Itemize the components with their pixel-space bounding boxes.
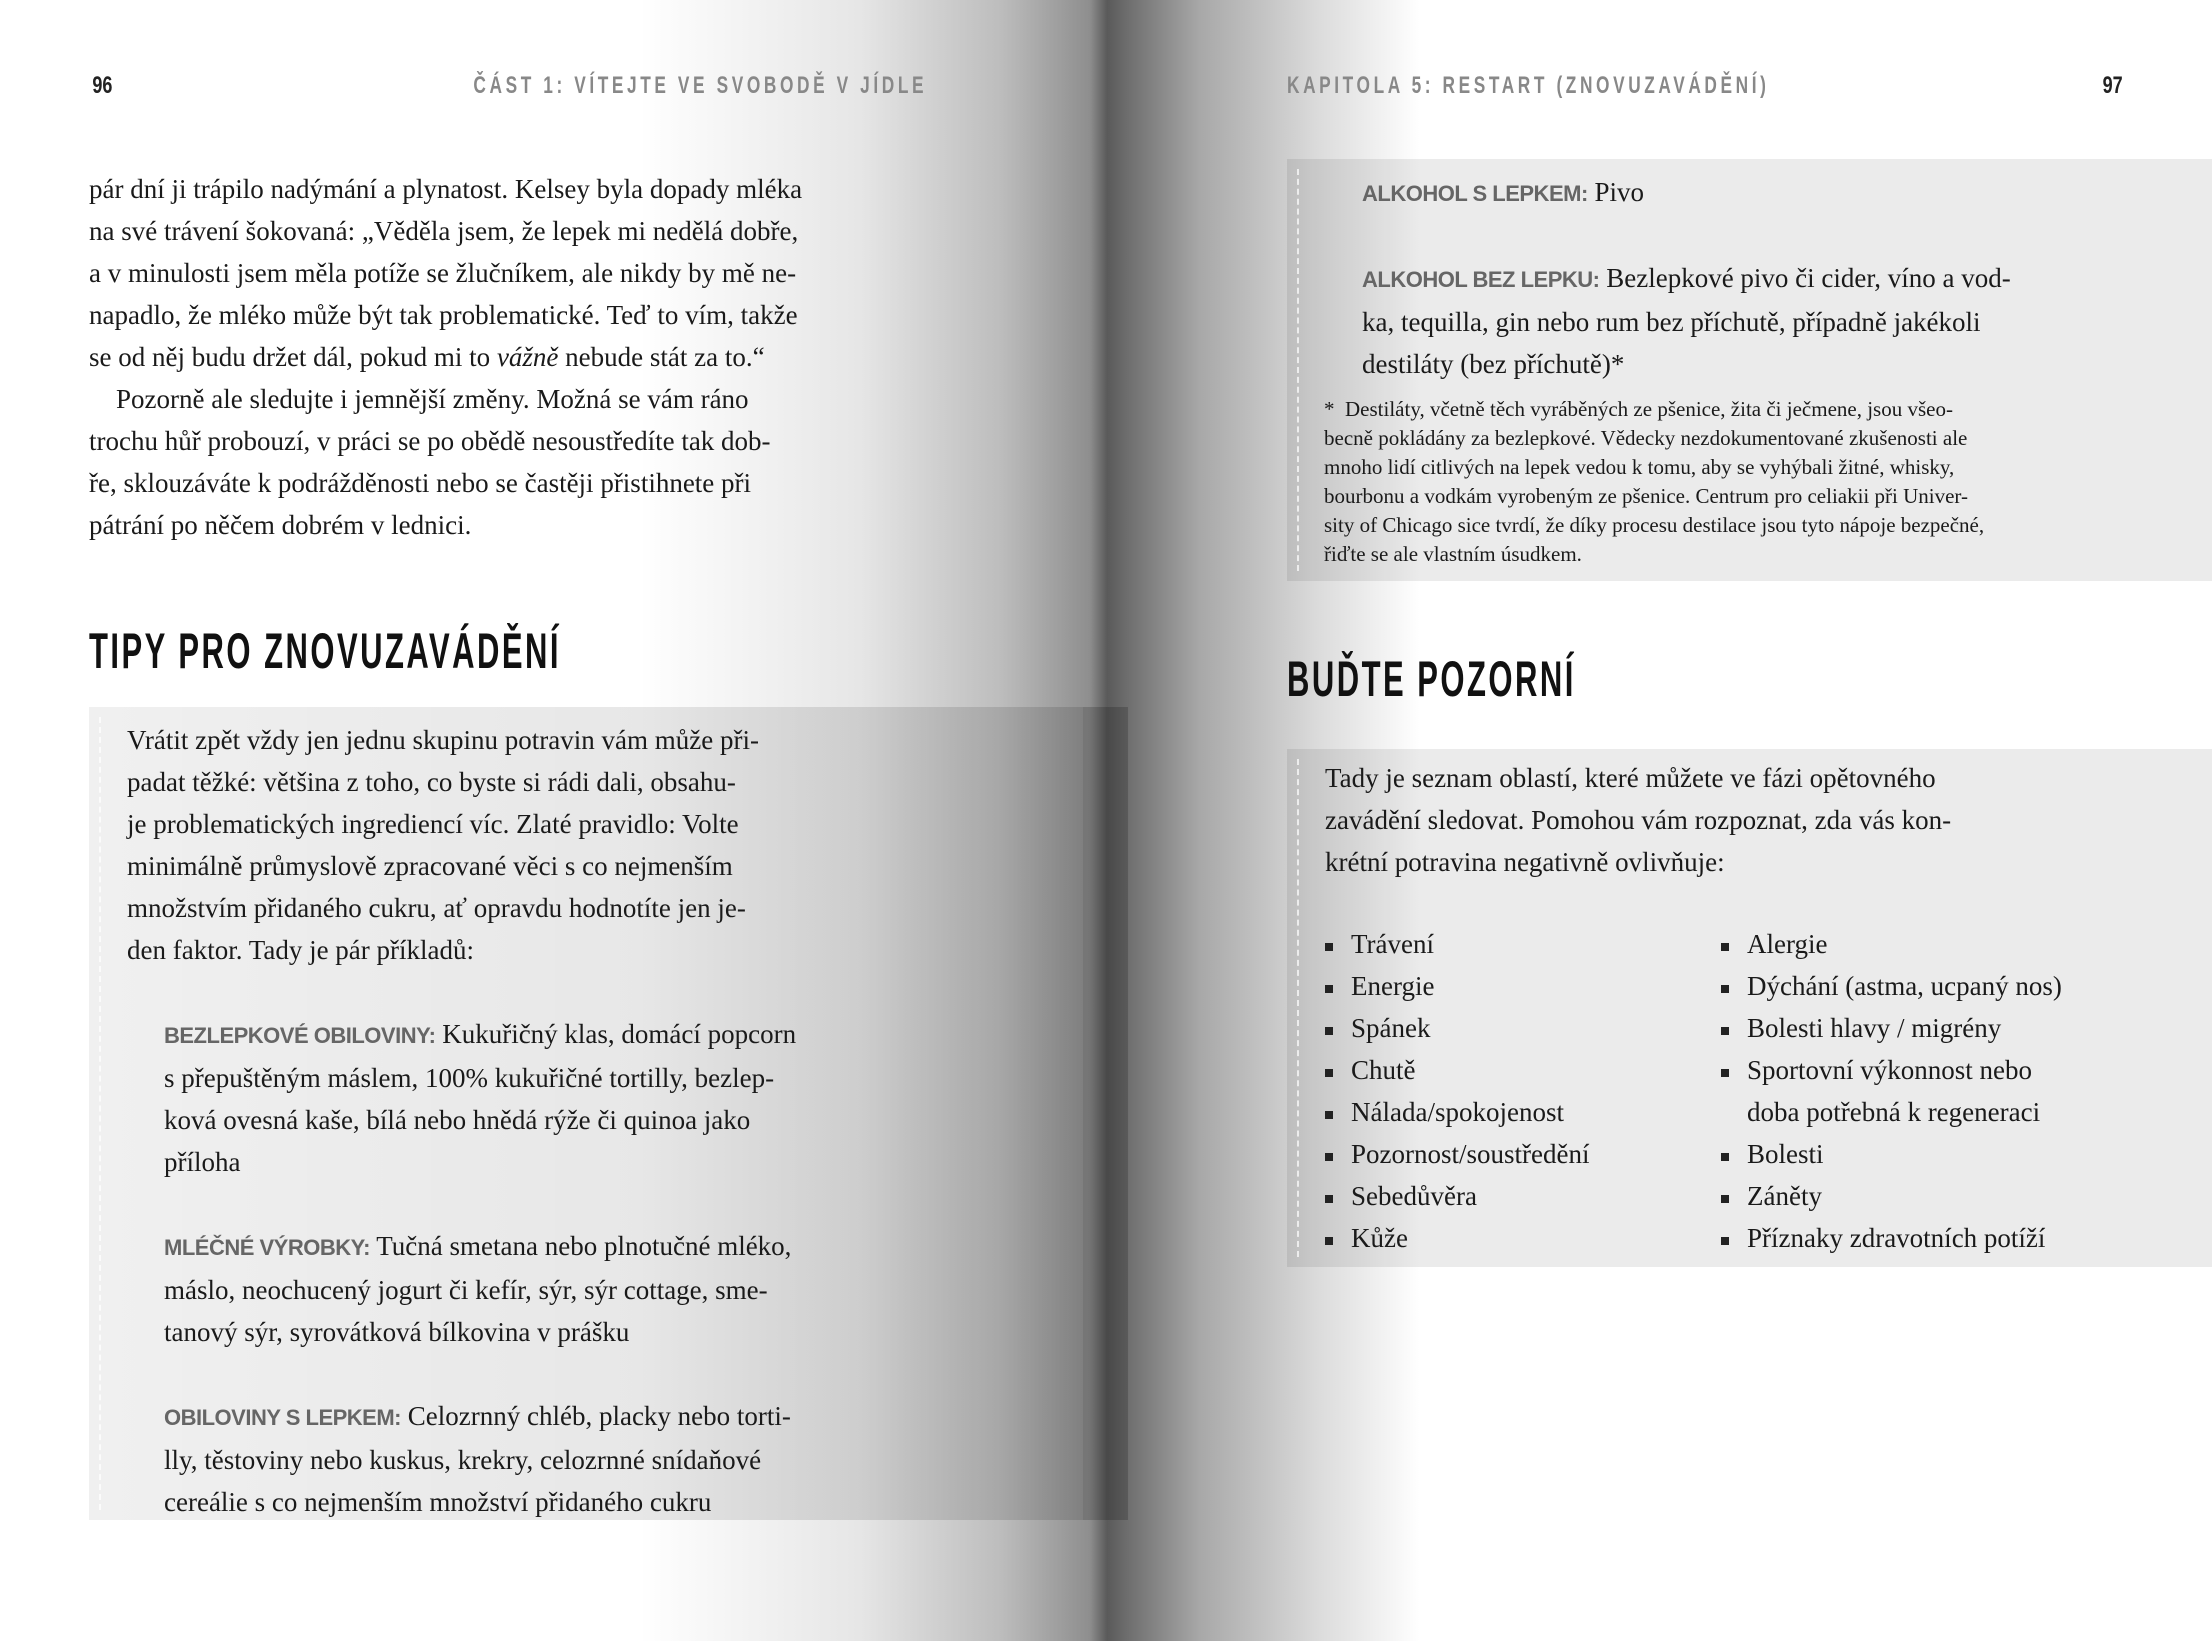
- running-head-left: ČÁST 1: VÍTEJTE VE SVOBODĚ V JÍDLE: [473, 72, 927, 99]
- example-entry: [164, 1395, 796, 1523]
- text-line: se od něj budu držet dál, pokud mi to vážně nebude stát za to.“: [89, 342, 765, 372]
- alcohol-examples: [1362, 171, 2011, 427]
- bullet-icon: [1721, 1069, 1729, 1077]
- text-line: cereálie s co nejmenším množství přidaného cukru: [164, 1487, 712, 1517]
- text-line: den faktor. Tady je pár příkladů:: [127, 935, 475, 965]
- text-line: a v minulosti jsem měla potíže se žlučníkem, ale nikdy by mě ne-: [89, 258, 797, 288]
- bullet-icon: [1325, 985, 1333, 993]
- box-fold-shadow: [1083, 707, 1128, 1520]
- entry-label: MLÉČNÉ VÝROBKY:: [164, 1235, 370, 1260]
- example-entry: [1362, 257, 2011, 385]
- entry-label: ALKOHOL BEZ LEPKU:: [1362, 267, 1600, 292]
- bullet-icon: [1721, 985, 1729, 993]
- text-line: destiláty (bez příchutě)*: [1362, 349, 1625, 379]
- section-heading-tips: TIPY PRO ZNOVUZAVÁDĚNÍ: [89, 623, 561, 679]
- bullet-icon: [1721, 1153, 1729, 1161]
- entry-label: OBILOVINY S LEPKEM:: [164, 1405, 402, 1430]
- text-line: sity of Chicago sice tvrdí, že díky procesu destilace jsou tyto nápoje bezpečné,: [1324, 513, 1985, 537]
- text-line: zavádění sledovat. Pomohou vám rozpoznat, zda vás kon-: [1325, 805, 1952, 835]
- tips-box-text: [127, 719, 759, 971]
- list-item: Spánek: [1325, 1007, 1589, 1049]
- bullet-icon: [1325, 1069, 1333, 1077]
- emphasis: vážně: [496, 342, 559, 372]
- text-line: pátrání po něčem dobrém v lednici.: [89, 510, 472, 540]
- attention-list-left: [1325, 923, 1589, 1259]
- bullet-icon: [1721, 1027, 1729, 1035]
- attention-list-right: [1721, 923, 2062, 1259]
- bullet-icon: [1325, 1153, 1333, 1161]
- list-item: Energie: [1325, 965, 1589, 1007]
- text-line: becně pokládány za bezlepkové. Vědecky nezdokumentované zkušenosti ale: [1324, 426, 1968, 450]
- example-entry: [164, 1013, 796, 1183]
- text-line: bourbonu a vodkám vyrobeným ze pšenice. Centrum pro celiakii při Univer-: [1324, 484, 1968, 508]
- entry-label: BEZLEPKOVÉ OBILOVINY:: [164, 1023, 436, 1048]
- text-line: pár dní ji trápilo nadýmání a plynatost. Kelsey byla dopady mléka: [89, 174, 803, 204]
- text-line: tanový sýr, syrovátková bílkovina v prášku: [164, 1317, 630, 1347]
- list-item: Dýchání (astma, ucpaný nos): [1721, 965, 2062, 1007]
- list-item: Bolesti hlavy / migrény: [1721, 1007, 2062, 1049]
- text-line: Tady je seznam oblastí, které můžete ve fázi opětovného: [1325, 763, 1936, 793]
- list-item: Sebedůvěra: [1325, 1175, 1589, 1217]
- bullet-icon: [1721, 1237, 1729, 1245]
- example-entry: [1362, 171, 2011, 215]
- text-line: s přepuštěným máslem, 100% kukuřičné tortilly, bezlep-: [164, 1063, 775, 1093]
- attention-box: [1287, 749, 2212, 1267]
- list-item: Záněty: [1721, 1175, 2062, 1217]
- text-line: ALKOHOL BEZ LEPKU: Bezlepkové pivo či cider, víno a vod-: [1362, 263, 2011, 293]
- tips-box: [89, 707, 1083, 1520]
- list-item: Alergie: [1721, 923, 2062, 965]
- text-line: ková ovesná kaše, bílá nebo hnědá rýže či quinoa jako: [164, 1105, 751, 1135]
- list-item: Kůže: [1325, 1217, 1589, 1259]
- bullet-icon: [1325, 943, 1333, 951]
- list-item: Sportovní výkonnost nebo: [1721, 1049, 2062, 1091]
- bullet-icon: [1325, 1195, 1333, 1203]
- page-number-right: 97: [2102, 72, 2123, 99]
- list-item: Nálada/spokojenost: [1325, 1091, 1589, 1133]
- text-line: ALKOHOL S LEPKEM: Pivo: [1362, 177, 1645, 207]
- bullet-icon: [1325, 1027, 1333, 1035]
- text-line: padat těžké: většina z toho, co byste si rádi dali, obsahu-: [127, 767, 736, 797]
- intro-paragraph: [89, 168, 929, 546]
- attention-box-text: [1325, 757, 1951, 883]
- bullet-icon: [1325, 1237, 1333, 1245]
- text-line: mnoho lidí citlivých na lepek vedou k tomu, aby se vyhýbali žitné, whisky,: [1324, 455, 1955, 479]
- list-item: Příznaky zdravotních potíží: [1721, 1217, 2062, 1259]
- text-line: OBILOVINY S LEPKEM: Celozrnný chléb, placky nebo torti-: [164, 1401, 791, 1431]
- list-item: Pozornost/soustředění: [1325, 1133, 1589, 1175]
- food-examples: [164, 1013, 796, 1565]
- page-number-left: 96: [92, 72, 113, 99]
- text-line: lly, těstoviny nebo kuskus, krekry, celozrnné snídaňové: [164, 1445, 762, 1475]
- text-line: BEZLEPKOVÉ OBILOVINY: Kukuřičný klas, domácí popcorn: [164, 1019, 797, 1049]
- text-line: množstvím přidaného cukru, ať opravdu hodnotíte jen je-: [127, 893, 746, 923]
- text-line: ře, sklouzáváte k podrážděnosti nebo se častěji přistihnete při: [89, 468, 752, 498]
- text-line: Vrátit zpět vždy jen jednu skupinu potravin vám může při-: [127, 725, 759, 755]
- text-line: trochu hůř probouzí, v práci se po obědě nesoustředíte tak dob-: [89, 426, 771, 456]
- bullet-icon: [1325, 1111, 1333, 1119]
- text-line: příloha: [164, 1147, 241, 1177]
- example-entry: [164, 1225, 796, 1353]
- list-item: Trávení: [1325, 923, 1589, 965]
- text-line: * Destiláty, včetně těch vyráběných ze pšenice, žita či ječmene, jsou všeo-: [1324, 397, 1953, 421]
- list-item: Chutě: [1325, 1049, 1589, 1091]
- text-line: MLÉČNÉ VÝROBKY: Tučná smetana nebo plnotučné mléko,: [164, 1231, 792, 1261]
- bullet-icon: [1721, 1195, 1729, 1203]
- entry-label: ALKOHOL S LEPKEM:: [1362, 181, 1588, 206]
- text-line: ka, tequilla, gin nebo rum bez příchutě, případně jakékoli: [1362, 307, 1981, 337]
- bullet-icon: [1721, 943, 1729, 951]
- text-line: je problematických ingrediencí víc. Zlaté pravidlo: Volte: [127, 809, 739, 839]
- text-line: na své trávení šokovaná: „Věděla jsem, že lepek mi nedělá dobře,: [89, 216, 799, 246]
- list-item: Bolesti: [1721, 1133, 2062, 1175]
- text-line: minimálně průmyslově zpracované věci s co nejmenším: [127, 851, 733, 881]
- text-line: Pozorně ale sledujte i jemnější změny. Možná se vám ráno: [89, 384, 749, 414]
- footnote: [1324, 395, 1984, 569]
- text-line: máslo, neochucený jogurt či kefír, sýr, sýr cottage, sme-: [164, 1275, 768, 1305]
- text-line: napadlo, že mléko může být tak problematické. Teď to vím, takže: [89, 300, 798, 330]
- alcohol-box: [1287, 159, 2212, 581]
- text-line: krétní potravina negativně ovlivňuje:: [1325, 847, 1725, 877]
- text-line: řiďte se ale vlastním úsudkem.: [1324, 542, 1582, 566]
- section-heading-attention: BUĎTE POZORNÍ: [1287, 651, 1576, 707]
- running-head-right: KAPITOLA 5: RESTART (ZNOVUZAVÁDĚNÍ): [1287, 72, 1770, 99]
- list-item: doba potřebná k regeneraci: [1747, 1097, 2041, 1127]
